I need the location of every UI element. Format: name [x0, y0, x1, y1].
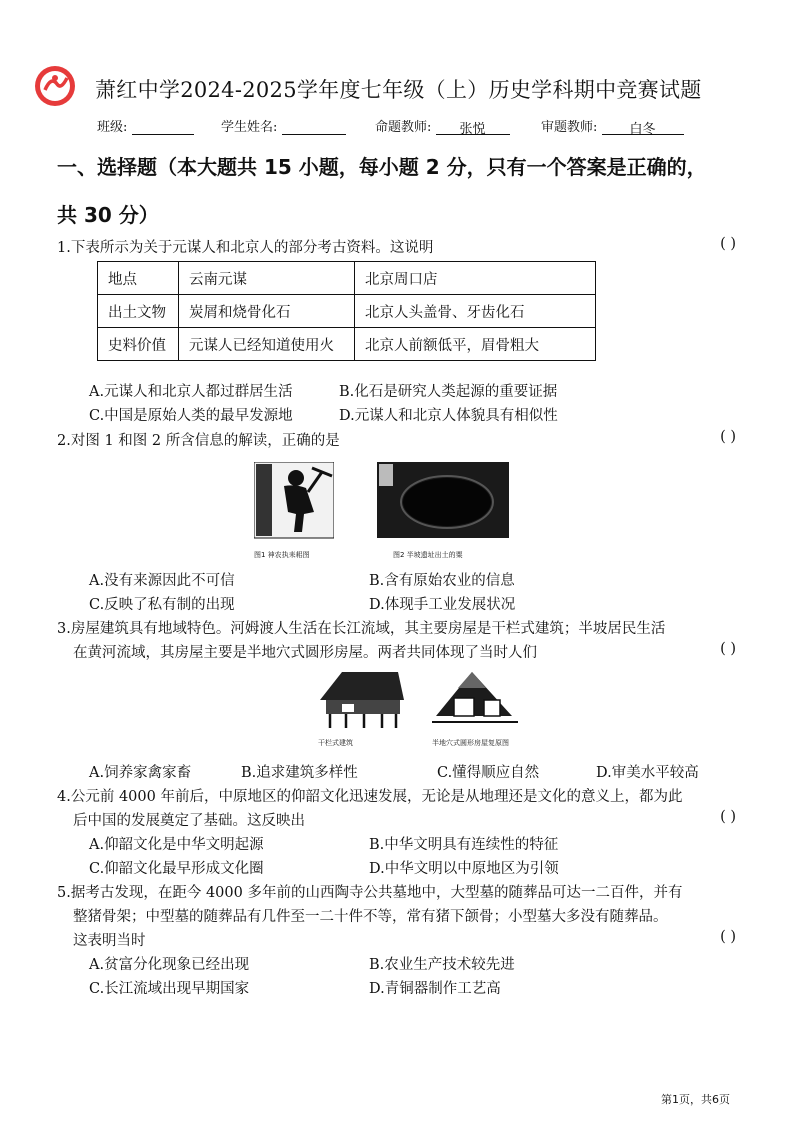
q1-answer-blank[interactable]: ( ) — [720, 236, 736, 252]
author-teacher-label: 命题教师: — [375, 120, 432, 135]
banpo-house-caption: 半地穴式圆形房屋复原图 — [432, 739, 509, 747]
q2-answer-blank[interactable]: ( ) — [720, 429, 736, 445]
q1-option-b[interactable]: B.化石是研究人类起源的重要证据 — [339, 384, 558, 400]
table-cell: 云南元谋 — [179, 262, 355, 295]
q5-stem-line1: 5.据考古发现，在距今 4000 多年前的山西陶寺公共墓地中，大型墓的随葬品可达一二百件，并有 — [57, 885, 683, 901]
class-field[interactable] — [97, 116, 194, 135]
q3-stem-line1: 3.房屋建筑具有地域特色。河姆渡人生活在长江流域，其主要房屋是干栏式建筑；半坡居民生活 — [57, 621, 666, 637]
table-cell: 炭屑和烧骨化石 — [179, 295, 355, 328]
q4-option-c[interactable]: C.仰韶文化最早形成文化圈 — [89, 861, 264, 877]
school-logo — [33, 64, 77, 108]
table-cell: 元谋人已经知道使用火 — [179, 328, 355, 361]
reviewer-teacher-value: 白冬 — [602, 118, 684, 135]
q3-answer-blank[interactable]: ( ) — [720, 641, 736, 657]
fig1-caption: 图1 神农执耒耜图 — [254, 551, 310, 559]
reviewer-teacher-field — [541, 116, 684, 135]
q1-option-c[interactable]: C.中国是原始人类的最早发源地 — [89, 408, 293, 424]
table-cell: 北京周口店 — [355, 262, 596, 295]
class-label: 班级: — [97, 120, 128, 135]
reviewer-teacher-label: 审题教师: — [541, 120, 598, 135]
q3-option-b[interactable]: B.追求建筑多样性 — [241, 765, 358, 781]
table-cell: 地点 — [98, 262, 179, 295]
table-cell: 北京人前额低平，眉骨粗大 — [355, 328, 596, 361]
q4-option-d[interactable]: D.中华文明以中原地区为引领 — [369, 861, 559, 877]
q1-option-d[interactable]: D.元谋人和北京人体貌具有相似性 — [339, 408, 558, 424]
table-row — [98, 295, 596, 328]
table-cell: 出土文物 — [98, 295, 179, 328]
student-name-label: 学生姓名: — [221, 120, 278, 135]
shennong-figure-image — [254, 462, 334, 550]
table-row — [98, 262, 596, 295]
q2-option-b[interactable]: B.含有原始农业的信息 — [369, 573, 515, 589]
stilt-house-caption: 干栏式建筑 — [318, 739, 353, 747]
q4-stem-line2: 后中国的发展奠定了基础。这反映出 — [73, 813, 305, 829]
section-heading-line2: 共 30 分） — [57, 203, 159, 227]
author-teacher-value: 张悦 — [436, 118, 510, 135]
q4-stem-line1: 4.公元前 4000 年前后，中原地区的仰韶文化迅速发展，无论是从地理还是文化的意义上，都为此 — [57, 789, 683, 805]
q4-option-b[interactable]: B.中华文明具有连续性的特征 — [369, 837, 559, 853]
q5-answer-blank[interactable]: ( ) — [720, 929, 736, 945]
q3-option-a[interactable]: A.饲养家禽家畜 — [89, 765, 192, 781]
q4-answer-blank[interactable]: ( ) — [720, 809, 736, 825]
q1-option-a[interactable]: A.元谋人和北京人都过群居生活 — [89, 384, 293, 400]
q5-stem-line3: 这表明当时 — [73, 933, 146, 949]
q2-stem: 2.对图 1 和图 2 所含信息的解读，正确的是 — [57, 433, 340, 449]
q3-option-d[interactable]: D.审美水平较高 — [596, 765, 699, 781]
q5-option-a[interactable]: A.贫富分化现象已经出现 — [89, 957, 250, 973]
student-name-field[interactable] — [221, 116, 346, 135]
table-row — [98, 328, 596, 361]
table-cell: 北京人头盖骨、牙齿化石 — [355, 295, 596, 328]
q3-option-c[interactable]: C.懂得顺应自然 — [437, 765, 540, 781]
author-teacher-field — [375, 116, 510, 135]
q5-option-b[interactable]: B.农业生产技术较先进 — [369, 957, 515, 973]
q1-table — [97, 261, 596, 361]
fig2-caption: 图2 半坡遗址出土的粟 — [393, 551, 463, 559]
q2-option-d[interactable]: D.体现手工业发展状况 — [369, 597, 516, 613]
q4-option-a[interactable]: A.仰韶文化是中华文明起源 — [89, 837, 264, 853]
table-cell: 史料价值 — [98, 328, 179, 361]
banpo-millet-image — [377, 462, 509, 550]
q5-stem-line2: 整猪骨架；中型墓的随葬品有几件至一二十件不等，常有猪下颌骨；小型墓大多没有随葬品。 — [73, 909, 668, 925]
banpo-house-image — [432, 666, 518, 732]
q2-option-c[interactable]: C.反映了私有制的出现 — [89, 597, 235, 613]
page-number: 第1页，共6页 — [661, 1093, 730, 1106]
q3-stem-line2: 在黄河流域，其房屋主要是半地穴式圆形房屋。两者共同体现了当时人们 — [73, 645, 537, 661]
section-heading-line1: 一、选择题（本大题共 15 小题，每小题 2 分，只有一个答案是正确的， — [57, 155, 707, 179]
q5-option-c[interactable]: C.长江流域出现早期国家 — [89, 981, 250, 997]
stilt-house-image — [312, 666, 408, 732]
q1-stem: 1.下表所示为关于元谋人和北京人的部分考古资料。这说明 — [57, 240, 434, 256]
q2-option-a[interactable]: A.没有来源因此不可信 — [89, 573, 235, 589]
exam-title: 萧红中学2024-2025学年度七年级（上）历史学科期中竞赛试题 — [95, 78, 702, 102]
q5-option-d[interactable]: D.青铜器制作工艺高 — [369, 981, 501, 997]
